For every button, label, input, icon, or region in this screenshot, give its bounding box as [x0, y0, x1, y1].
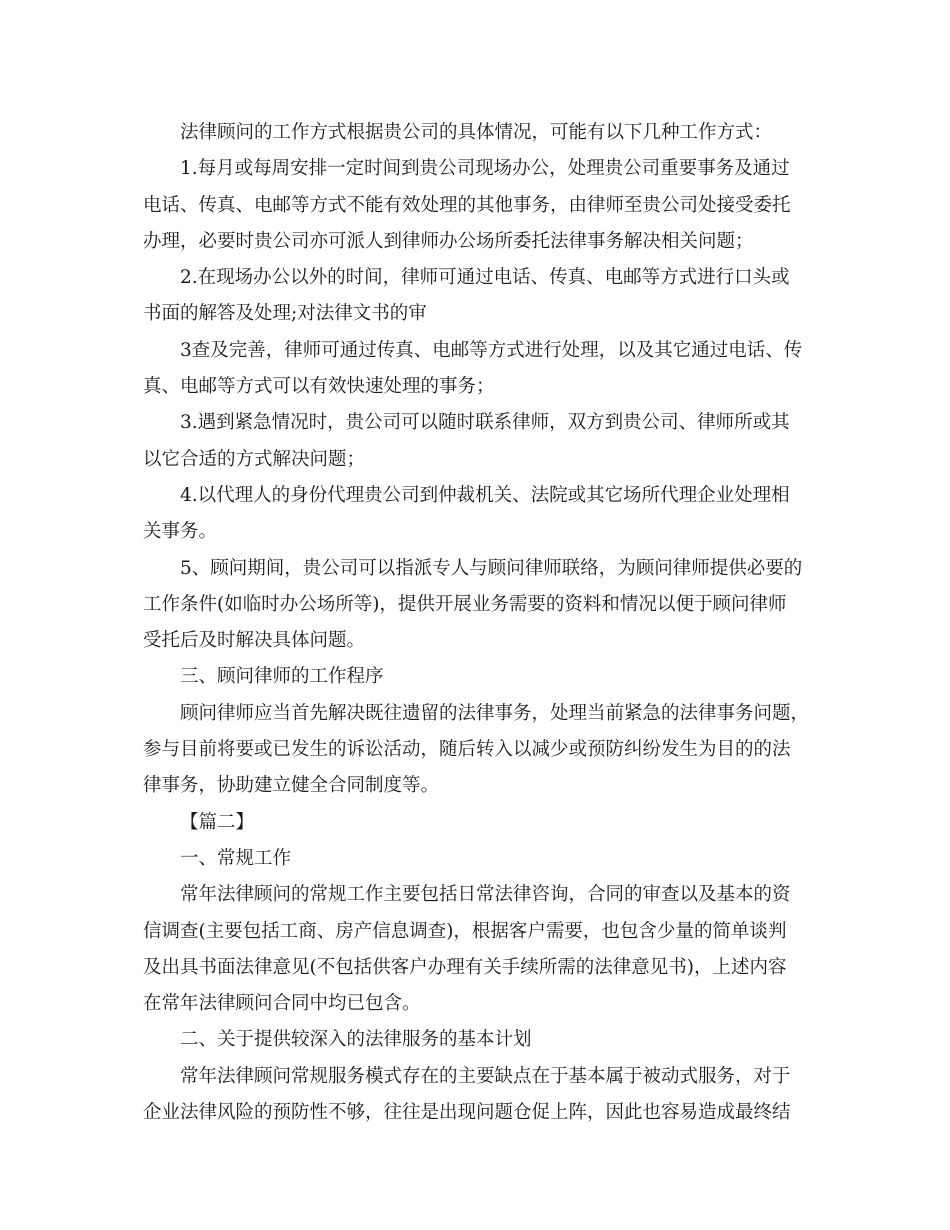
text-line: 二、关于提供较深入的法律服务的基本计划 [180, 1029, 532, 1051]
text-line: 企业法律风险的预防性不够，往往是出现问题仓促上阵，因此也容易造成最终结 [143, 1102, 791, 1124]
text-line: 三、顾问律师的工作程序 [180, 666, 384, 688]
text-line: 一、常规工作 [180, 847, 292, 869]
text-line: 3查及完善，律师可通过传真、电邮等方式进行处理，以及其它通过电话、传 [180, 339, 803, 361]
text-line: 及出具书面法律意见(不包括供客户办理有关手续所需的法律意见书)，上述内容 [143, 956, 787, 978]
text-line: 常年法律顾问的常规工作主要包括日常法律咨询，合同的审查以及基本的资 [180, 884, 791, 906]
text-line: 5、顾问期间，贵公司可以指派专人与顾问律师联络，为顾问律师提供必要的 [180, 557, 803, 579]
text-line: 4.以代理人的身份代理贵公司到仲裁机关、法院或其它场所代理企业处理相 [180, 484, 790, 506]
text-line: 办理，必要时贵公司亦可派人到律师办公场所委托法律事务解决相关问题； [143, 230, 754, 252]
text-line: 以它合适的方式解决问题； [143, 448, 366, 470]
text-line: 信调查(主要包括工商、房产信息调查)，根据客户需要，也包含少量的简单谈判 [143, 920, 787, 942]
text-line: 常年法律顾问常规服务模式存在的主要缺点在于基本属于被动式服务，对于 [180, 1065, 791, 1087]
text-line: 律事务，协助建立健全合同制度等。 [143, 775, 440, 797]
text-line: 真、电邮等方式可以有效快速处理的事务； [143, 376, 495, 398]
text-line: 关事务。 [143, 521, 218, 543]
document-body [143, 115, 813, 1131]
text-line: 在常年法律顾问合同中均已包含。 [143, 993, 421, 1015]
text-line: 顾问律师应当首先解决既往遗留的法律事务，处理当前紧急的法律事务问题， [180, 702, 810, 724]
text-line: 受托后及时解决具体问题。 [143, 630, 366, 652]
text-line: 书面的解答及处理;对法律文书的审 [143, 303, 427, 325]
text-line: 3.遇到紧急情况时，贵公司可以随时联系律师，双方到贵公司、律师所或其 [180, 412, 790, 434]
text-line: 1.每月或每周安排一定时间到贵公司现场办公，处理贵公司重要事务及通过 [180, 158, 790, 180]
text-line: 2.在现场办公以外的时间，律师可通过电话、传真、电邮等方式进行口头或 [180, 267, 790, 289]
text-line: 工作条件(如临时办公场所等)，提供开展业务需要的资料和情况以便于顾问律师 [143, 593, 787, 615]
text-line: 【篇二】 [180, 811, 255, 833]
text-line: 法律顾问的工作方式根据贵公司的具体情况，可能有以下几种工作方式： [180, 122, 773, 143]
text-line: 参与目前将要或已发生的诉讼活动，随后转入以减少或预防纠纷发生为目的的法 [143, 739, 791, 761]
text-line: 电话、传真、电邮等方式不能有效处理的其他事务，由律师至贵公司处接受委托 [143, 194, 791, 216]
